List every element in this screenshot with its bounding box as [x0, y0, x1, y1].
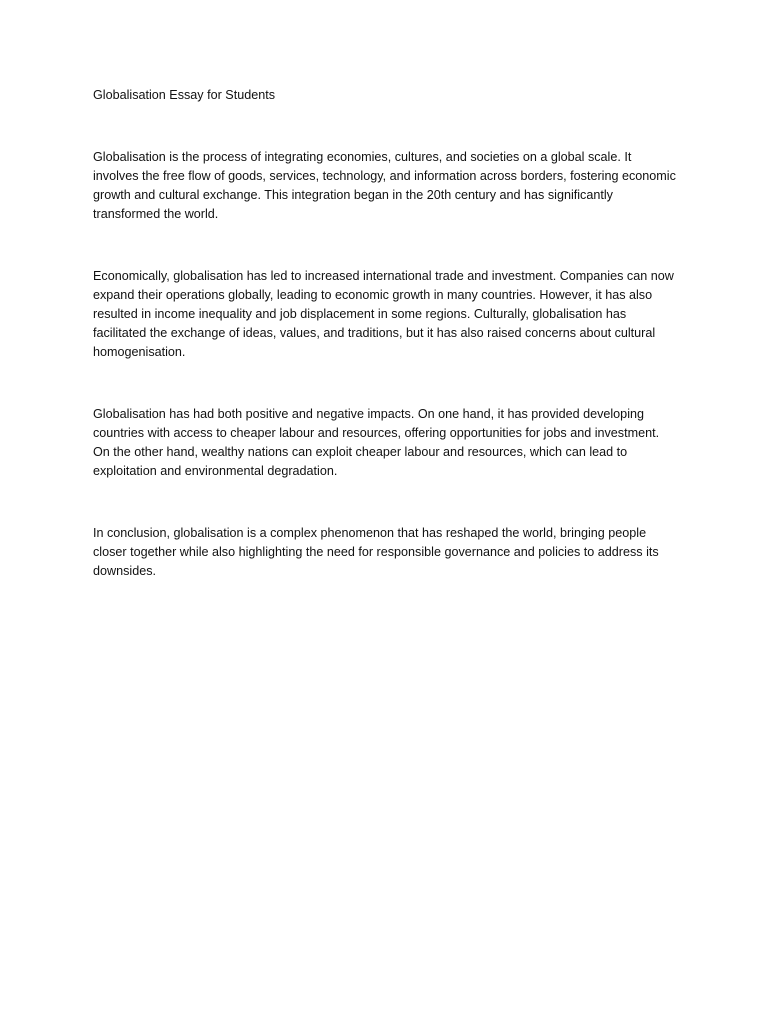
paragraph-economic-cultural: Economically, globalisation has led to increased international trade and investment. Companies can now expand their operations globally, leading to economic growth in many countries. However, it has also resulted in income inequality and job displacement in some regions. Culturally, globalisation has facilitated the exchange of ideas, values, and traditions, but it has also raised concerns about cultural homogenisation.: [93, 269, 674, 359]
spacer: [93, 105, 678, 148]
paragraph-introduction: Globalisation is the process of integrating economies, cultures, and societies on a global scale. It involves the free flow of goods, services, technology, and information across borders, fostering economic growth and cultural exchange. This integration began in the 20th century and has significantly transformed the world.: [93, 150, 676, 221]
spacer: [93, 224, 678, 267]
paragraph-impacts: Globalisation has had both positive and negative impacts. On one hand, it has provided developing countries with access to cheaper labour and resources, offering opportunities for jobs and investment. On the other hand, wealthy nations can exploit cheaper labour and resources, which can lead to exploitation and environmental degradation.: [93, 407, 660, 478]
document-body: [93, 86, 678, 581]
spacer: [93, 481, 678, 524]
document-title: Globalisation Essay for Students: [93, 88, 276, 102]
spacer: [93, 362, 678, 405]
paragraph-conclusion: In conclusion, globalisation is a complex phenomenon that has reshaped the world, bringing people closer together while also highlighting the need for responsible governance and policies to address its downsides.: [93, 526, 659, 578]
